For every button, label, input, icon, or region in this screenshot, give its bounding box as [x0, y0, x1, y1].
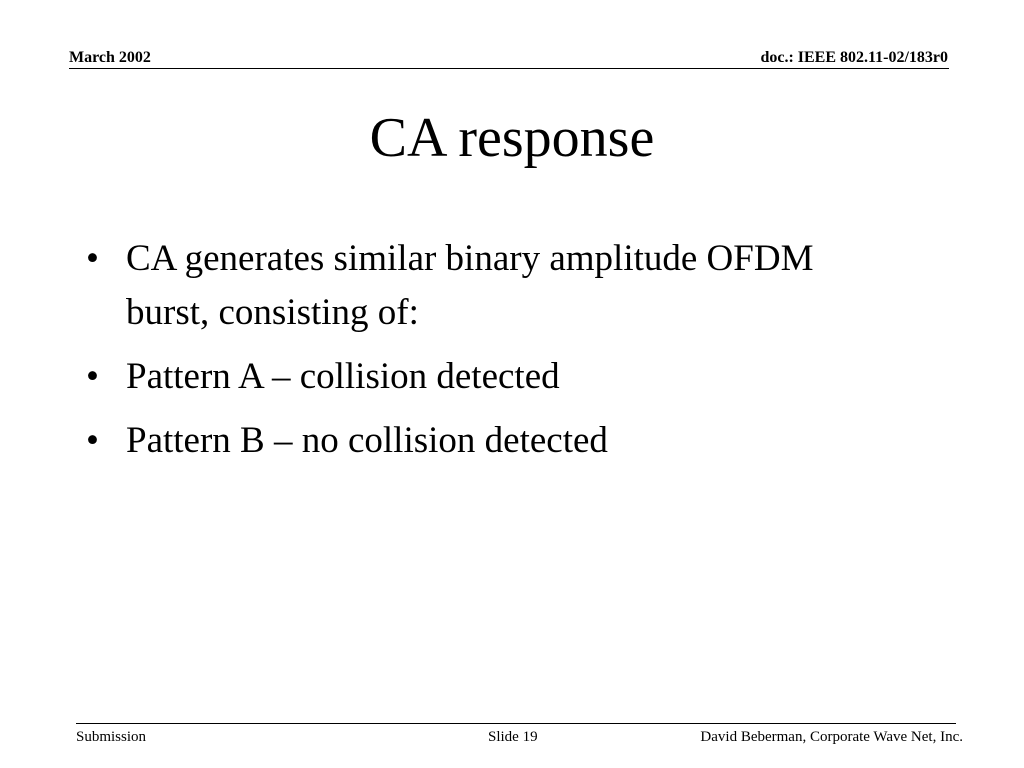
bullet-item [86, 414, 886, 468]
bullet-text: CA generates similar binary amplitude OFDM burst, consisting of: [126, 238, 814, 333]
header-doc-id: doc.: IEEE 802.11-02/183r0 [760, 49, 948, 66]
bullet-text: Pattern A – collision detected [126, 356, 560, 397]
footer-author: David Beberman, Corporate Wave Net, Inc. [700, 729, 963, 745]
bullet-list [86, 232, 886, 478]
bullet-marker: • [86, 420, 99, 461]
bullet-item [86, 350, 886, 404]
header-date: March 2002 [69, 49, 151, 66]
footer-divider [76, 723, 956, 724]
slide-title: CA response [369, 107, 655, 169]
footer-slide-number: Slide 19 [488, 729, 538, 745]
bullet-item [86, 232, 886, 340]
bullet-marker: • [86, 238, 99, 279]
bullet-text: Pattern B – no collision detected [126, 420, 608, 461]
header-divider [69, 68, 949, 69]
footer-submission: Submission [76, 729, 147, 745]
bullet-marker: • [86, 356, 99, 397]
